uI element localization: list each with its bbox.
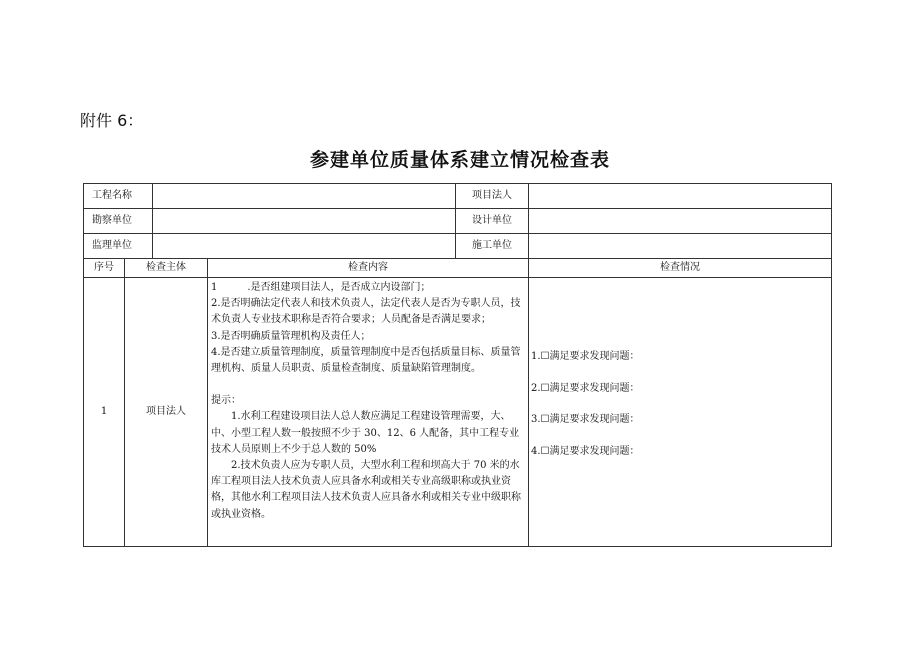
column-header-row — [84, 259, 832, 278]
info-row — [84, 209, 832, 234]
row-findings — [529, 278, 832, 547]
row-subject: 项目法人 — [125, 278, 208, 547]
content-item: 3.是否明确质量管理机构及责任人； — [211, 330, 371, 342]
content-item: 1 .是否组建项目法人，是否成立内设部门； — [211, 282, 431, 293]
info-label: 工程名称 — [84, 184, 153, 209]
info-label: 项目法人 — [456, 184, 529, 209]
info-label: 施工单位 — [456, 234, 529, 259]
column-header-no: 序号 — [84, 259, 125, 278]
info-label: 监理单位 — [84, 234, 153, 259]
info-label: 设计单位 — [456, 209, 529, 234]
finding-item: 3.☐满足要求发现问题： — [531, 414, 640, 425]
info-value — [529, 184, 832, 209]
finding-item: 2.☐满足要求发现问题： — [531, 382, 640, 394]
info-row — [84, 234, 832, 259]
finding-item: 4.☐满足要求发现问题： — [531, 445, 640, 457]
table-row — [84, 278, 832, 547]
info-row — [84, 184, 832, 209]
page-title: 参建单位质量体系建立情况检查表 — [309, 149, 610, 171]
content-item: 2.是否明确法定代表人和技术负责人，法定代表人是否为专职人员，技术负责人专业技术职称是否符合要求；人员配备是否满足要求； — [211, 298, 521, 326]
hint-item: 1.水利工程建设项目法人总人数应满足工程建设管理需要，大、中、小型工程人数一般按照不少于 30、12、6 人配备，其中工程专业技术人员原则上不少于总人数的 50% — [211, 411, 520, 455]
hint-label: 提示： — [211, 395, 241, 407]
finding-item: 1.☐满足要求发现问题： — [531, 351, 640, 362]
inspection-table — [83, 183, 831, 547]
info-value — [529, 234, 832, 259]
info-value — [153, 234, 456, 259]
row-contents — [208, 278, 529, 547]
info-value — [153, 209, 456, 234]
content-item: 4.是否建立质量管理制度，质量管理制度中是否包括质量目标、质量管理机构、质量人员职责、质量检查制度、质量缺陷管理制度。 — [211, 346, 521, 375]
info-label: 勘察单位 — [84, 209, 153, 234]
attachment-label: 附件 6： — [80, 111, 144, 130]
hint-item: 2.技术负责人应为专职人员，大型水利工程和坝高大于 70 米的水库工程项目法人技术负责人应具备水利或相关专业高级职称或执业资格，其他水利工程项目法人技术负责人应具备水利或相关专业中级职称或执业资格。 — [211, 460, 521, 520]
row-number: 1 — [84, 278, 125, 547]
info-value — [153, 184, 456, 209]
column-header-findings: 检查情况 — [529, 259, 832, 278]
column-header-content: 检查内容 — [208, 259, 529, 278]
column-header-subject: 检查主体 — [125, 259, 208, 278]
info-value — [529, 209, 832, 234]
